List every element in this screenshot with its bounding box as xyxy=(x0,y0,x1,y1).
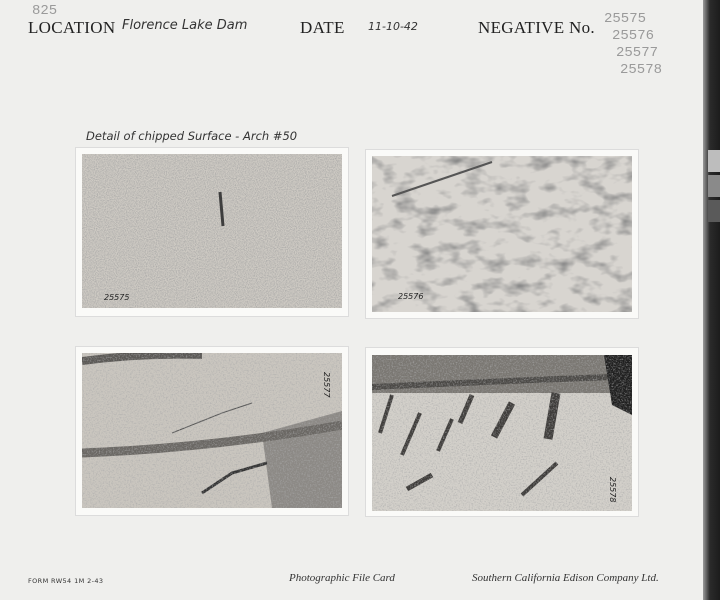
photo-number-1: 25575 xyxy=(104,293,130,302)
card-number: 825 xyxy=(32,3,58,19)
footer-company: Southern California Edison Company Ltd. xyxy=(472,572,659,584)
photo-25575 xyxy=(82,154,342,308)
photo-25577 xyxy=(82,353,342,508)
date-label: DATE xyxy=(300,18,345,37)
negative-number-4: 25578 xyxy=(620,62,663,78)
caption: Detail of chipped Surface - Arch #50 xyxy=(86,129,298,143)
edge-mark-3 xyxy=(708,200,720,222)
edge-mark-2 xyxy=(708,175,720,197)
edge-mark-1 xyxy=(708,150,720,172)
negative-number-3: 25577 xyxy=(616,45,659,61)
negative-number-2: 25576 xyxy=(612,28,655,44)
photo-number-2: 25576 xyxy=(398,292,424,301)
footer-title: Photographic File Card xyxy=(289,572,395,584)
photo-25578 xyxy=(372,355,632,511)
location-value: Florence Lake Dam xyxy=(122,18,248,33)
card-edge-shadow xyxy=(703,0,720,600)
date-value: 11-10-42 xyxy=(368,20,418,33)
form-number: FORM RW54 1M 2-43 xyxy=(28,577,104,585)
photo-number-3: 25577 xyxy=(322,372,331,398)
photo-number-4: 25578 xyxy=(608,477,617,503)
negative-number-1: 25575 xyxy=(604,11,647,27)
location-label: LOCATION xyxy=(28,18,116,37)
photo-25576 xyxy=(372,156,632,312)
negative-label: NEGATIVE No. xyxy=(478,18,595,37)
